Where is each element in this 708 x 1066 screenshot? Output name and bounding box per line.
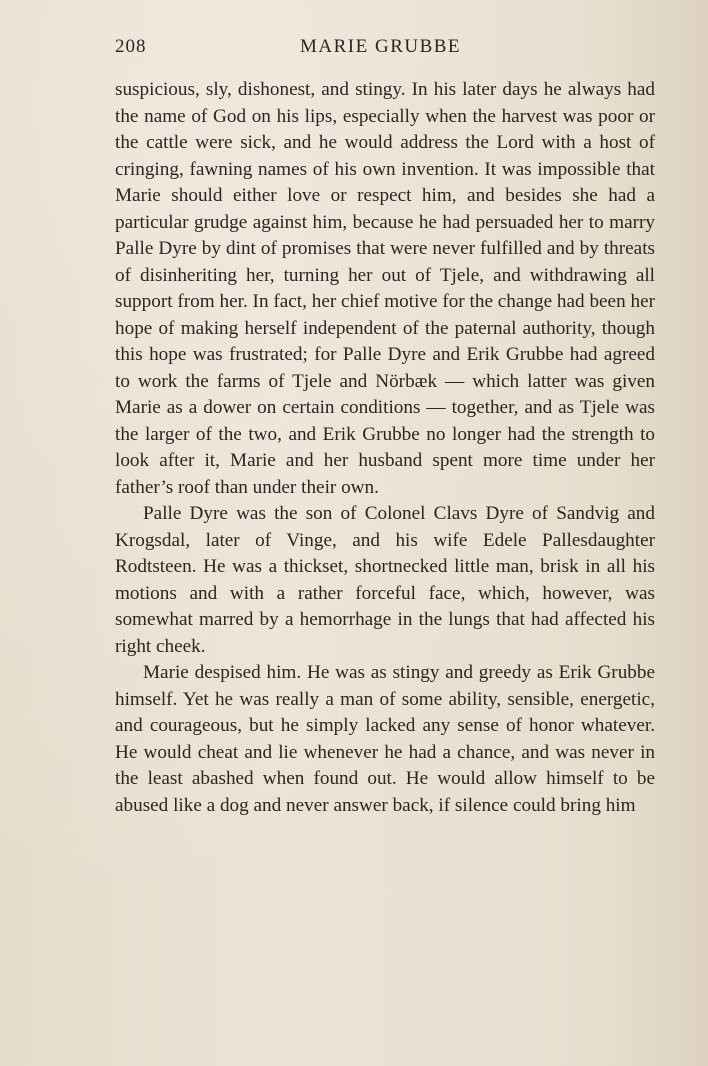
- page-number: 208: [115, 36, 147, 57]
- paragraph-2: Palle Dyre was the son of Colonel Clavs Dyre of Sandvig and Krogsdal, later of Vinge, and his wife Edele Pallesdaughter Rodtsteen. He was a thickset, shortnecked little man, brisk in all his motions and with a rather forceful face, which, however, was somewhat marred by a hemorrhage in the lungs that had affected his right cheek.: [115, 503, 655, 657]
- paragraph-1: suspicious, sly, dishonest, and stingy. In his later days he always had the name of God on his lips, especially when the harvest was poor or the cattle were sick, and he would address the Lord with a host of cringing, fawning names of his own invention. It was impossible that Marie should either love or respect him, and besides she had a particular grudge against him, because he had persuaded her to marry Palle Dyre by dint of promises that were never fulfilled and by threats of disinheriting her, turning her out of Tjele, and withdrawing all support from her. In fact, her chief motive for the change had been her hope of making herself independent of the paternal authority, though this hope was frustrated; for Palle Dyre and Erik Grubbe had agreed to work the farms of Tjele and Nörbæk — which latter was given Marie as a dower on certain conditions — together, and as Tjele was the larger of the two, and Erik Grubbe no longer had the strength to look after it, Marie and her husband spent more time under her father’s roof than under their own.: [115, 79, 655, 498]
- paragraph-3: Marie despised him. He was as stingy and greedy as Erik Grubbe himself. Yet he was really a man of some ability, sensible, energetic, and courageous, but he simply lacked any sense of honor whatever. He would cheat and lie whenever he had a chance, and was never in the least abashed when found out. He would allow himself to be abused like a dog and never answer back, if silence could bring him: [115, 662, 655, 816]
- body-text: [115, 77, 655, 819]
- page-header: [115, 36, 655, 66]
- running-title: MARIE GRUBBE: [300, 36, 462, 57]
